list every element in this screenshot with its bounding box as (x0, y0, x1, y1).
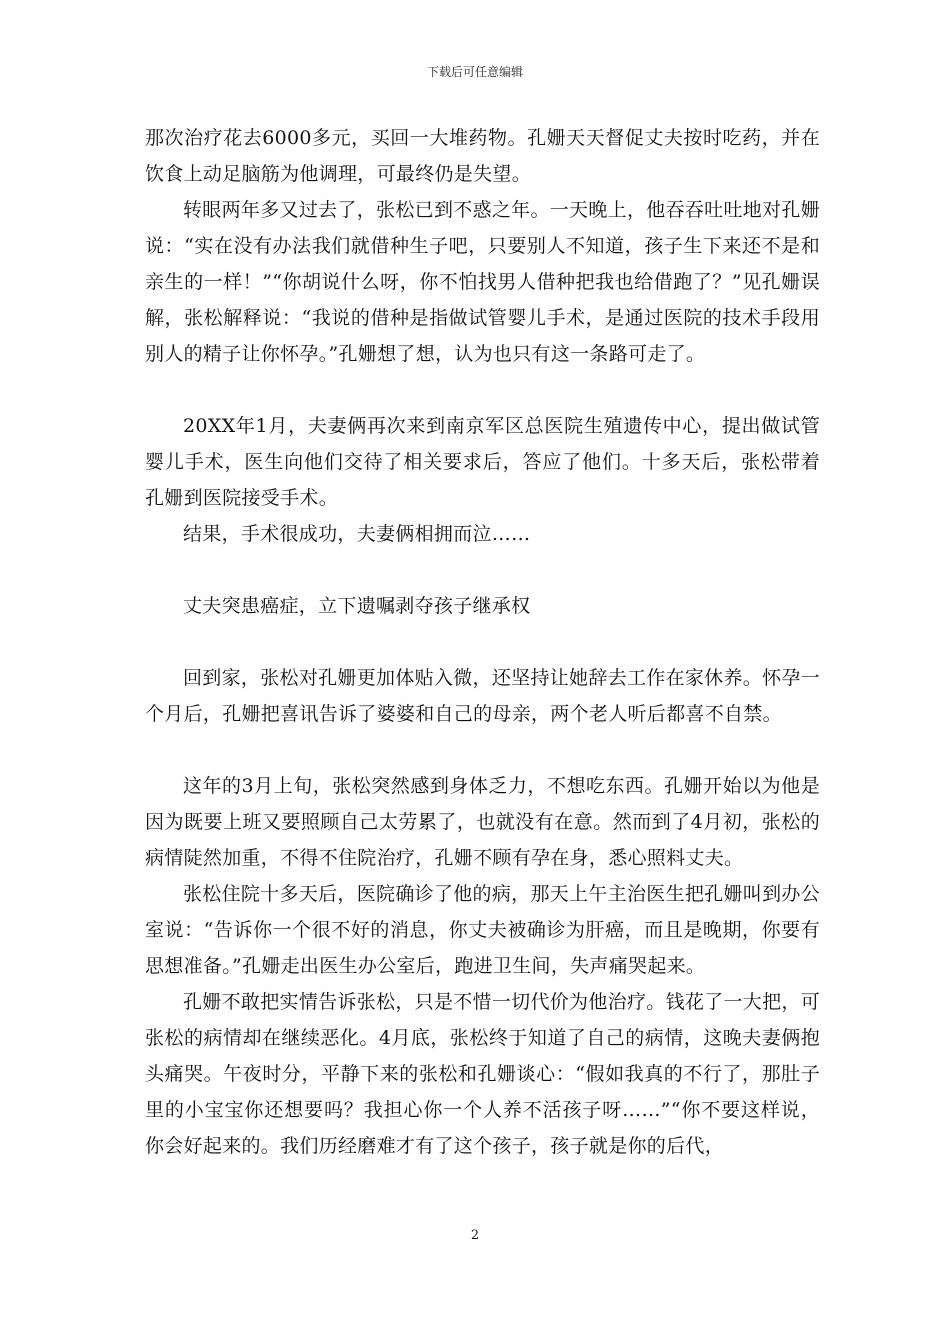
paragraph: 那次治疗花去6000多元，买回一大堆药物。孔姗天天督促丈夫按时吃药，并在饮食上动足脑筋为他调理，可最终仍是失望。 (145, 127, 820, 185)
paragraph: 这年的3月上旬，张松突然感到身体乏力，不想吃东西。孔姗开始以为他是因为既要上班又要照顾自己太劳累了，也就没有在意。然而到了4月初，张松的病情陡然加重，不得不住院治疗，孔姗不顾有孕在身，悉心照料丈夫。 (145, 775, 820, 869)
paragraph: 结果，手术很成功，夫妻俩相拥而泣…… (183, 523, 531, 545)
section-heading: 丈夫突患癌症，立下遗嘱剥夺孩子继承权 (183, 595, 531, 617)
paragraph: 20XX年1月，夫妻俩再次来到南京军区总医院生殖遗传中心，提出做试管婴儿手术，医生向他们交待了相关要求后，答应了他们。十多天后，张松带着孔姗到医院接受手术。 (145, 415, 820, 509)
paragraph: 转眼两年多又过去了，张松已到不惑之年。一天晚上，他吞吞吐吐地对孔姗说：“实在没有办法我们就借种生子吧，只要别人不知道，孩子生下来还不是和亲生的一样！”“你胡说什么呀，你不怕找男人借种把我也给借跑了？”见孔姗误解，张松解释说：“我说的借种是指做试管婴儿手术，是通过医院的技术手段用别人的精子让你怀孕。”孔姗想了想，认为也只有这一条路可走了。 (145, 199, 820, 365)
paragraph: 张松住院十多天后，医院确诊了他的病，那天上午主治医生把孔姗叫到办公室说：“告诉你一个很不好的消息，你丈夫被确诊为肝癌，而且是晚期，你要有思想准备。”孔姗走出医生办公室后，跑进卫生间，失声痛哭起来。 (145, 883, 820, 977)
page-number: 2 (470, 1228, 480, 1243)
document-body (145, 120, 820, 1164)
paragraph: 孔姗不敢把实情告诉张松，只是不惜一切代价为他治疗。钱花了一大把，可张松的病情却在继续恶化。4月底，张松终于知道了自己的病情，这晚夫妻俩抱头痛哭。午夜时分，平静下来的张松和孔姗谈心：“假如我真的不行了，那肚子里的小宝宝你还想要吗？我担心你一个人养不活孩子呀……”“你不要这样说，你会好起来的。我们历经磨难才有了这个孩子，孩子就是你的后代， (145, 991, 820, 1157)
page-header: 下载后可任意编辑 (426, 65, 523, 79)
paragraph: 回到家，张松对孔姗更加体贴入微，还坚持让她辞去工作在家休养。怀孕一个月后，孔姗把喜讯告诉了婆婆和自己的母亲，两个老人听后都喜不自禁。 (145, 667, 820, 725)
